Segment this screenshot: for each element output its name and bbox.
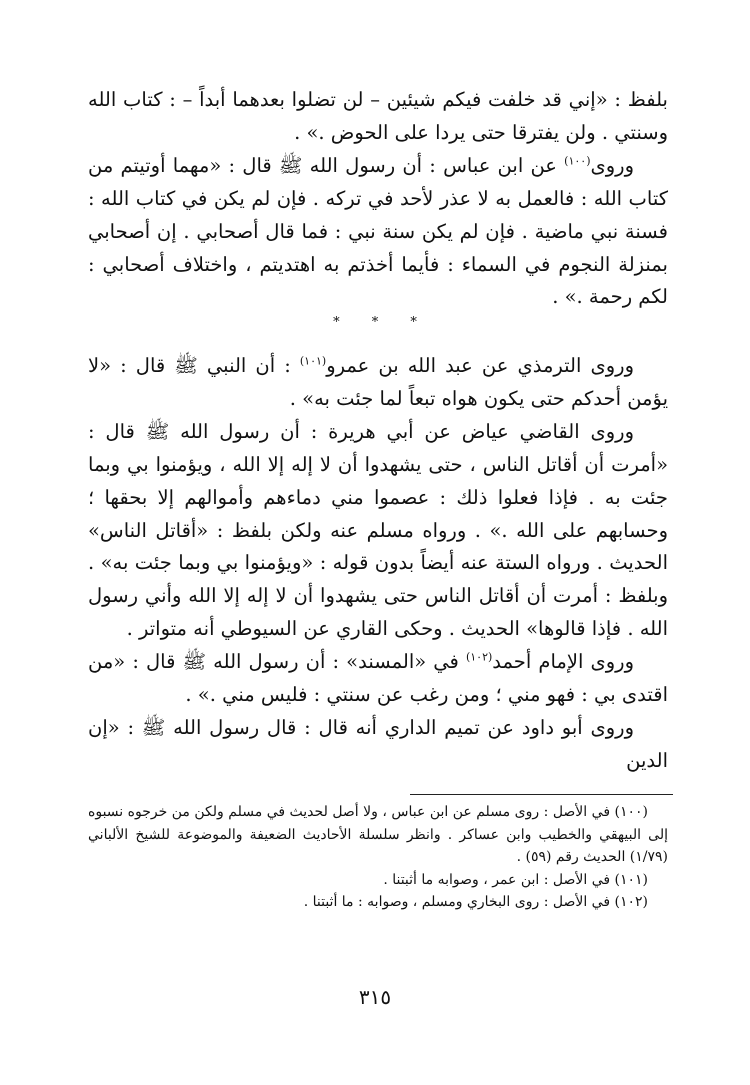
footnote-separator <box>410 794 673 795</box>
paragraph-2 <box>88 150 668 315</box>
footnote-100: (١٠٠) في الأصل : روى مسلم عن ابن عباس ، ولا أصل لحديث في مسلم ولكن من خرجوه نسبوه إلى البيهقي والخطيب وابن عساكر . وانظر سلسلة الأحاديث الضعيفة والموضوعة للشيخ الألباني (١/٧٩) الحديث رقم (٥٩) . <box>88 804 668 865</box>
footnote-ref-100: (١٠٠) <box>564 154 591 168</box>
paragraph-5-text: في «المسند» : أن رسول الله ﷺ قال : «من اقتدى بي : فهو مني ؛ ومن رغب عن سنتي : فليس مني .» . <box>88 650 668 707</box>
footnote-ref-102: (١٠٢) <box>465 650 493 664</box>
main-text <box>88 84 668 314</box>
footnotes <box>88 801 668 914</box>
paragraph-2-text: عن ابن عباس : أن رسول الله ﷺ قال : «مهما أوتيتم من كتاب الله : فالعمل به لا عذر لأحد في تركه . فإن لم يكن في كتاب الله : فسنة نبي ماضية . فإن لم يكن سنة نبي : فما قال أصحابي . إن أصحابي بمنزلة النجوم في السماء : فأيما أخذتم به اهتديتم ، واختلاف أصحابي : لكم رحمة .» . <box>88 153 668 309</box>
section-divider: * * * <box>333 315 431 330</box>
page-number: ٣١٥ <box>358 985 392 1009</box>
paragraph-2-lead: وروى <box>590 153 634 177</box>
paragraph-4: وروى القاضي عياض عن أبي هريرة : أن رسول الله ﷺ قال : «أمرت أن أقاتل الناس ، حتى يشهدوا أن لا إله إلا الله ، ويؤمنوا بي وبما جئت به . فإذا فعلوا ذلك : عصموا مني دماءهم وأموالهم إلا بحقها ؛ وحسابهم على الله .» . ورواه مسلم عنه ولكن بلفظ : «أقاتل الناس» الحديث . ورواه الستة عنه أيضاً بدون قوله : «ويؤمنوا بي وبما جئت به» . وبلفظ : أمرت أن أقاتل الناس حتى يشهدوا أن لا إله إلا الله وأني رسول الله . فإذا قالوها» الحديث . وحكى القاري عن السيوطي أنه متواتر . <box>88 419 668 641</box>
main-text-continued <box>88 350 668 778</box>
paragraph-3 <box>88 350 668 416</box>
footnote-102: (١٠٢) في الأصل : روى البخاري ومسلم ، وصوابه : ما أثبتنا . <box>303 894 648 910</box>
footnote-ref-101: (١٠١) <box>299 354 327 368</box>
paragraph-6: وروى أبو داود عن تميم الداري أنه قال : قال رسول الله ﷺ : «إن الدين <box>88 715 668 772</box>
paragraph-3-text: : أن النبي ﷺ قال : «لا يؤمن أحدكم حتى يكون هواه تبعاً لما جئت به» . <box>88 354 668 410</box>
paragraph-5 <box>88 646 668 712</box>
footnote-101: (١٠١) في الأصل : ابن عمر ، وصوابه ما أثبتنا . <box>383 871 648 888</box>
paragraph-1: بلفظ : «إني قد خلفت فيكم شيئين – لن تضلوا بعدهما أبداً – : كتاب الله وسنتي . ولن يفترقا حتى يردا على الحوض .» . <box>88 88 668 144</box>
paragraph-3-lead: وروى الترمذي عن عبد الله بن عمرو <box>326 354 634 377</box>
paragraph-5-lead: وروى الإمام أحمد <box>492 650 634 674</box>
